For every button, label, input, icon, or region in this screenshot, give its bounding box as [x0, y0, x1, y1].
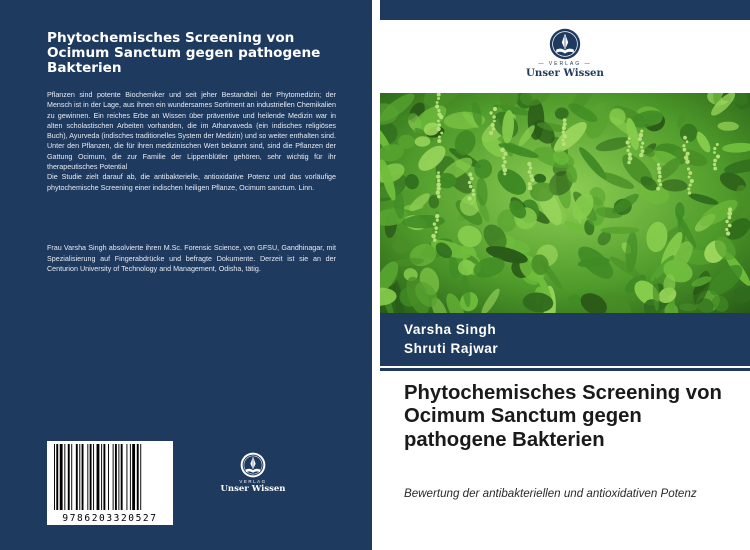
- author-name-2: Shruti Rajwar: [404, 341, 499, 356]
- back-cover: [0, 0, 372, 550]
- front-publisher-logo: [380, 28, 750, 79]
- front-cover-subtitle: Bewertung der antibakteriellen und antioxidativen Potenz: [404, 487, 697, 500]
- title-separator-line: [380, 368, 750, 371]
- author-band: [380, 313, 750, 366]
- isbn-barcode: [47, 441, 173, 525]
- tulsi-basil-plants-photo: [380, 93, 750, 313]
- book-with-quill-icon: [240, 452, 266, 478]
- front-cover-title: Phytochemisches Screening von Ocimum Sanctum gegen pathogene Bakterien: [404, 382, 722, 451]
- barcode-bars: [50, 444, 170, 512]
- back-publisher-logo: [216, 452, 290, 494]
- author-bio: Frau Varsha Singh absolvierte ihren M.Sc. Forensic Science, von GFSU, Gandhinagar, mit Spezialisierung auf Fingerabdrücke und befragte Dokumente. Derzeit ist sie an der Centurion University of Technology and Management, Odisha, tätig.: [47, 244, 336, 273]
- author-name-1: Varsha Singh: [404, 322, 497, 337]
- publisher-name: Unser Wissen: [220, 484, 286, 494]
- publisher-verlag-label: VERLAG: [239, 479, 267, 484]
- publisher-verlag-label: — VERLAG —: [538, 61, 592, 67]
- publisher-name: Unser Wissen: [526, 67, 604, 79]
- top-color-band: [380, 0, 750, 20]
- back-cover-title: Phytochemisches Screening von Ocimum Sanctum gegen pathogene Bakterien: [47, 30, 321, 76]
- blurb-paragraph-1: Pflanzen sind potente Biochemiker und seit jeher Bestandteil der Phytomedizin; der Mensch ist in der Lage, aus ihnen ein wundersames Sortiment an industriellen Chemikalien zu gewinnen. Ein reiches Erbe an Wissen über präventive und heilende Medizin war in alten scholastischen Arbeiten vorhanden, die im Atharvaveda (ein indisches religiöses Buch), Ayurveda (indisches traditionelles System der Medizin) und so weiter enthalten sind. Unter den Pflanzen, die für ihren medizinischen Wert bekannt sind, sind die Pflanzen der Gattung Ocimum, die zur Familie der Lippenblütler gehören, sehr wichtig für ihr therapeutisches Potential: [47, 91, 336, 172]
- book-with-quill-icon: [549, 28, 581, 60]
- blurb-paragraph-2: Die Studie zielt darauf ab, die antibakterielle, antioxidative Potenz und das vorläufige phytochemische Screening einer indischen heiligen Pflanze, Ocimum sanctum. Linn.: [47, 173, 336, 192]
- book-spine: [372, 0, 380, 550]
- isbn-number: 9786203320527: [62, 513, 158, 524]
- front-cover: [380, 0, 750, 550]
- back-cover-blurb: [47, 90, 336, 193]
